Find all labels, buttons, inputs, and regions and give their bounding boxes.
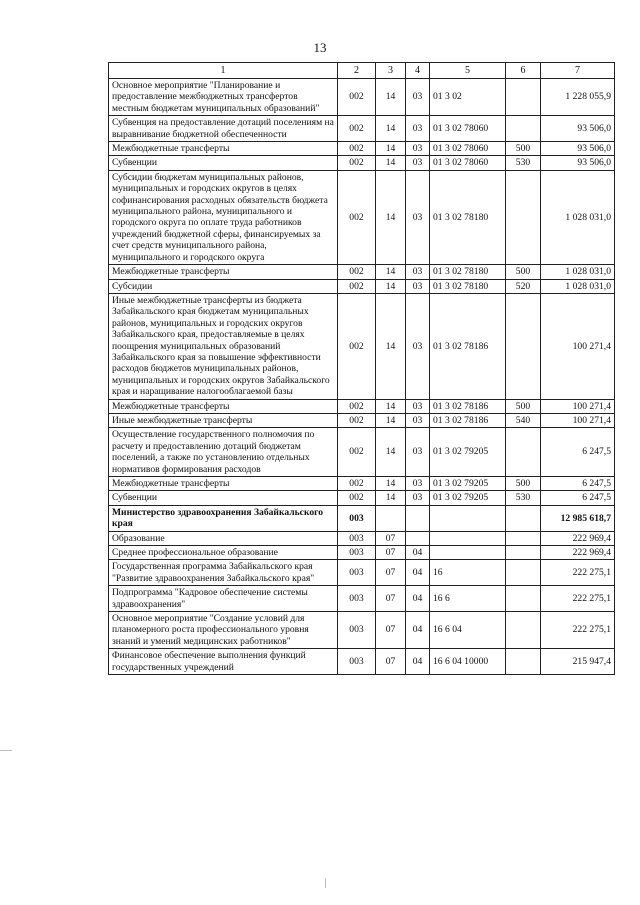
row-amount-cell: 215 947,4 <box>541 649 615 675</box>
row-amount-cell: 93 506,0 <box>541 116 615 142</box>
row-code-5-cell: 16 <box>430 560 506 586</box>
row-code-3-cell: 14 <box>376 491 406 505</box>
row-code-5-cell: 01 3 02 79205 <box>430 477 506 491</box>
row-name-cell: Межбюджетные трансферты <box>109 399 338 413</box>
row-code-2-cell: 002 <box>338 79 376 116</box>
row-code-3-cell: 14 <box>376 156 406 170</box>
row-code-2-cell: 003 <box>338 560 376 586</box>
row-amount-cell: 6 247,5 <box>541 477 615 491</box>
row-amount-cell: 222 969,4 <box>541 531 615 545</box>
row-code-5-cell: 01 3 02 78186 <box>430 293 506 399</box>
row-code-6-cell <box>506 546 541 560</box>
row-code-3-cell: 07 <box>376 586 406 612</box>
row-code-5-cell: 16 6 <box>430 586 506 612</box>
row-name-cell: Субвенции <box>109 156 338 170</box>
row-code-5-cell <box>430 531 506 545</box>
row-amount-cell: 1 028 031,0 <box>541 279 615 293</box>
header-cell: 3 <box>376 63 406 79</box>
row-name-cell: Государственная программа Забайкальского края "Развитие здравоохранения Забайкальского края" <box>109 560 338 586</box>
row-code-2-cell: 002 <box>338 413 376 427</box>
row-code-5-cell: 01 3 02 78060 <box>430 142 506 156</box>
row-code-6-cell: 500 <box>506 265 541 279</box>
row-name-cell: Иные межбюджетные трансферты из бюджета Забайкальского края бюджетам муниципальных районов, муниципальных и городских округов Забайкальского края, предоставляемые в целях поощрения муниципальных образований Забайкальского края за повышение эффективности расходов бюджетов муниципальных районов, муниципальных и городских округов Забайкальского края и наращивание налогооблагаемой базы <box>109 293 338 399</box>
row-code-5-cell: 01 3 02 <box>430 79 506 116</box>
row-code-6-cell <box>506 505 541 531</box>
row-code-6-cell <box>506 586 541 612</box>
row-code-3-cell: 07 <box>376 560 406 586</box>
table-row <box>109 477 615 491</box>
row-code-6-cell <box>506 170 541 264</box>
table-row <box>109 399 615 413</box>
row-code-2-cell: 002 <box>338 491 376 505</box>
row-code-6-cell: 520 <box>506 279 541 293</box>
row-code-5-cell: 01 3 02 79205 <box>430 491 506 505</box>
row-code-3-cell: 14 <box>376 399 406 413</box>
row-amount-cell: 222 275,1 <box>541 560 615 586</box>
row-code-4-cell: 03 <box>406 265 430 279</box>
table-row <box>109 79 615 116</box>
row-amount-cell: 100 271,4 <box>541 413 615 427</box>
row-amount-cell: 222 275,1 <box>541 612 615 649</box>
row-code-4-cell: 03 <box>406 279 430 293</box>
table-row <box>109 265 615 279</box>
row-amount-cell: 100 271,4 <box>541 293 615 399</box>
row-code-5-cell: 01 3 02 78186 <box>430 413 506 427</box>
row-code-4-cell: 03 <box>406 477 430 491</box>
row-code-4-cell: 03 <box>406 428 430 477</box>
table-row <box>109 612 615 649</box>
row-name-cell: Финансовое обеспечение выполнения функций государственных учреждений <box>109 649 338 675</box>
header-cell: 4 <box>406 63 430 79</box>
row-code-4-cell: 04 <box>406 586 430 612</box>
row-code-3-cell: 14 <box>376 170 406 264</box>
row-code-4-cell: 03 <box>406 170 430 264</box>
row-code-3-cell: 14 <box>376 116 406 142</box>
page-number: 13 <box>313 40 327 55</box>
row-code-6-cell <box>506 531 541 545</box>
row-code-2-cell: 002 <box>338 399 376 413</box>
table-row <box>109 142 615 156</box>
row-code-5-cell: 01 3 02 78180 <box>430 265 506 279</box>
row-code-6-cell: 500 <box>506 399 541 413</box>
row-code-6-cell <box>506 116 541 142</box>
row-amount-cell: 93 506,0 <box>541 156 615 170</box>
row-code-4-cell: 03 <box>406 413 430 427</box>
table-row <box>109 649 615 675</box>
row-code-2-cell: 002 <box>338 293 376 399</box>
row-amount-cell: 12 985 618,7 <box>541 505 615 531</box>
table-row <box>109 279 615 293</box>
row-code-2-cell: 002 <box>338 142 376 156</box>
row-code-2-cell: 003 <box>338 531 376 545</box>
row-code-5-cell: 01 3 02 78186 <box>430 399 506 413</box>
header-cell: 5 <box>430 63 506 79</box>
table-row <box>109 413 615 427</box>
header-cell: 2 <box>338 63 376 79</box>
row-code-3-cell <box>376 505 406 531</box>
row-code-6-cell: 540 <box>506 413 541 427</box>
header-cell: 6 <box>506 63 541 79</box>
row-code-3-cell: 14 <box>376 428 406 477</box>
row-code-2-cell: 002 <box>338 156 376 170</box>
row-code-6-cell: 500 <box>506 477 541 491</box>
row-name-cell: Образование <box>109 531 338 545</box>
row-code-5-cell: 16 6 04 <box>430 612 506 649</box>
header-cell: 1 <box>109 63 338 79</box>
row-code-5-cell: 01 3 02 79205 <box>430 428 506 477</box>
row-name-cell: Межбюджетные трансферты <box>109 265 338 279</box>
row-code-6-cell <box>506 649 541 675</box>
row-code-4-cell: 04 <box>406 649 430 675</box>
row-code-4-cell: 03 <box>406 142 430 156</box>
row-code-3-cell: 07 <box>376 531 406 545</box>
row-code-4-cell: 04 <box>406 560 430 586</box>
row-code-4-cell: 03 <box>406 399 430 413</box>
row-code-6-cell <box>506 293 541 399</box>
row-code-5-cell: 01 3 02 78180 <box>430 170 506 264</box>
row-code-5-cell <box>430 546 506 560</box>
row-code-2-cell: 002 <box>338 170 376 264</box>
table-row <box>109 546 615 560</box>
row-code-4-cell: 04 <box>406 612 430 649</box>
row-name-cell: Субвенции <box>109 491 338 505</box>
row-code-6-cell <box>506 79 541 116</box>
row-code-6-cell: 530 <box>506 491 541 505</box>
row-code-4-cell: 03 <box>406 79 430 116</box>
row-name-cell: Межбюджетные трансферты <box>109 142 338 156</box>
table-row <box>109 586 615 612</box>
row-code-2-cell: 002 <box>338 279 376 293</box>
row-code-5-cell: 16 6 04 10000 <box>430 649 506 675</box>
table-body <box>109 63 615 675</box>
row-name-cell: Основное мероприятие "Планирование и предоставление межбюджетных трансфертов местным бюджетам муниципальных образований" <box>109 79 338 116</box>
row-name-cell: Субсидии бюджетам муниципальных районов, муниципальных и городских округов в целях софинансирования расходных обязательств бюджета муниципального района, муниципального и городского округа по оплате труда работников учреждений бюджетной сферы, финансируемых за счет средств муниципального района, муниципального и городского округа <box>109 170 338 264</box>
row-code-2-cell: 003 <box>338 505 376 531</box>
row-code-6-cell: 500 <box>506 142 541 156</box>
table-row <box>109 428 615 477</box>
row-code-3-cell: 14 <box>376 293 406 399</box>
row-code-5-cell: 01 3 02 78060 <box>430 116 506 142</box>
row-code-6-cell: 530 <box>506 156 541 170</box>
row-code-4-cell: 03 <box>406 293 430 399</box>
row-code-2-cell: 002 <box>338 265 376 279</box>
row-code-4-cell: 03 <box>406 156 430 170</box>
scan-mark <box>325 878 326 888</box>
row-code-6-cell <box>506 612 541 649</box>
table-header-row <box>109 63 615 79</box>
row-name-cell: Субсидии <box>109 279 338 293</box>
row-code-3-cell: 07 <box>376 546 406 560</box>
row-amount-cell: 93 506,0 <box>541 142 615 156</box>
budget-table <box>108 62 615 675</box>
row-code-3-cell: 14 <box>376 265 406 279</box>
row-code-2-cell: 003 <box>338 546 376 560</box>
row-name-cell: Субвенция на предоставление дотаций поселениям на выравнивание бюджетной обеспеченности <box>109 116 338 142</box>
table-row <box>109 560 615 586</box>
row-code-6-cell <box>506 560 541 586</box>
table-row <box>109 491 615 505</box>
row-amount-cell: 1 228 055,9 <box>541 79 615 116</box>
row-code-5-cell <box>430 505 506 531</box>
row-code-4-cell <box>406 531 430 545</box>
row-code-2-cell: 002 <box>338 428 376 477</box>
row-code-3-cell: 14 <box>376 279 406 293</box>
row-name-cell: Основное мероприятие "Создание условий для планомерного роста профессионального уровня знаний и умений медицинских работников" <box>109 612 338 649</box>
row-code-2-cell: 002 <box>338 116 376 142</box>
row-code-3-cell: 14 <box>376 413 406 427</box>
row-code-4-cell: 03 <box>406 116 430 142</box>
row-amount-cell: 100 271,4 <box>541 399 615 413</box>
table-row <box>109 156 615 170</box>
table-row <box>109 116 615 142</box>
header-cell: 7 <box>541 63 615 79</box>
row-code-3-cell: 07 <box>376 612 406 649</box>
row-amount-cell: 222 275,1 <box>541 586 615 612</box>
row-amount-cell: 1 028 031,0 <box>541 265 615 279</box>
row-code-2-cell: 002 <box>338 477 376 491</box>
row-code-3-cell: 07 <box>376 649 406 675</box>
table-row <box>109 531 615 545</box>
row-amount-cell: 6 247,5 <box>541 491 615 505</box>
scan-mark <box>0 750 12 751</box>
row-amount-cell: 1 028 031,0 <box>541 170 615 264</box>
table-row <box>109 505 615 531</box>
row-code-3-cell: 14 <box>376 79 406 116</box>
row-name-cell: Осуществление государственного полномочия по расчету и предоставлению дотаций бюджетам поселений, а также по установлению отдельных нормативов формирования расходов <box>109 428 338 477</box>
row-name-cell: Среднее профессиональное образование <box>109 546 338 560</box>
row-code-3-cell: 14 <box>376 142 406 156</box>
row-code-2-cell: 003 <box>338 649 376 675</box>
table-row <box>109 170 615 264</box>
row-amount-cell: 6 247,5 <box>541 428 615 477</box>
table-row <box>109 293 615 399</box>
row-name-cell: Подпрограмма "Кадровое обеспечение системы здравоохранения" <box>109 586 338 612</box>
row-code-3-cell: 14 <box>376 477 406 491</box>
row-amount-cell: 222 969,4 <box>541 546 615 560</box>
row-name-cell: Иные межбюджетные трансферты <box>109 413 338 427</box>
row-name-cell: Министерство здравоохранения Забайкальского края <box>109 505 338 531</box>
row-code-6-cell <box>506 428 541 477</box>
row-code-4-cell <box>406 505 430 531</box>
row-code-4-cell: 04 <box>406 546 430 560</box>
row-code-4-cell: 03 <box>406 491 430 505</box>
row-name-cell: Межбюджетные трансферты <box>109 477 338 491</box>
row-code-5-cell: 01 3 02 78060 <box>430 156 506 170</box>
row-code-2-cell: 003 <box>338 586 376 612</box>
row-code-5-cell: 01 3 02 78180 <box>430 279 506 293</box>
row-code-2-cell: 003 <box>338 612 376 649</box>
